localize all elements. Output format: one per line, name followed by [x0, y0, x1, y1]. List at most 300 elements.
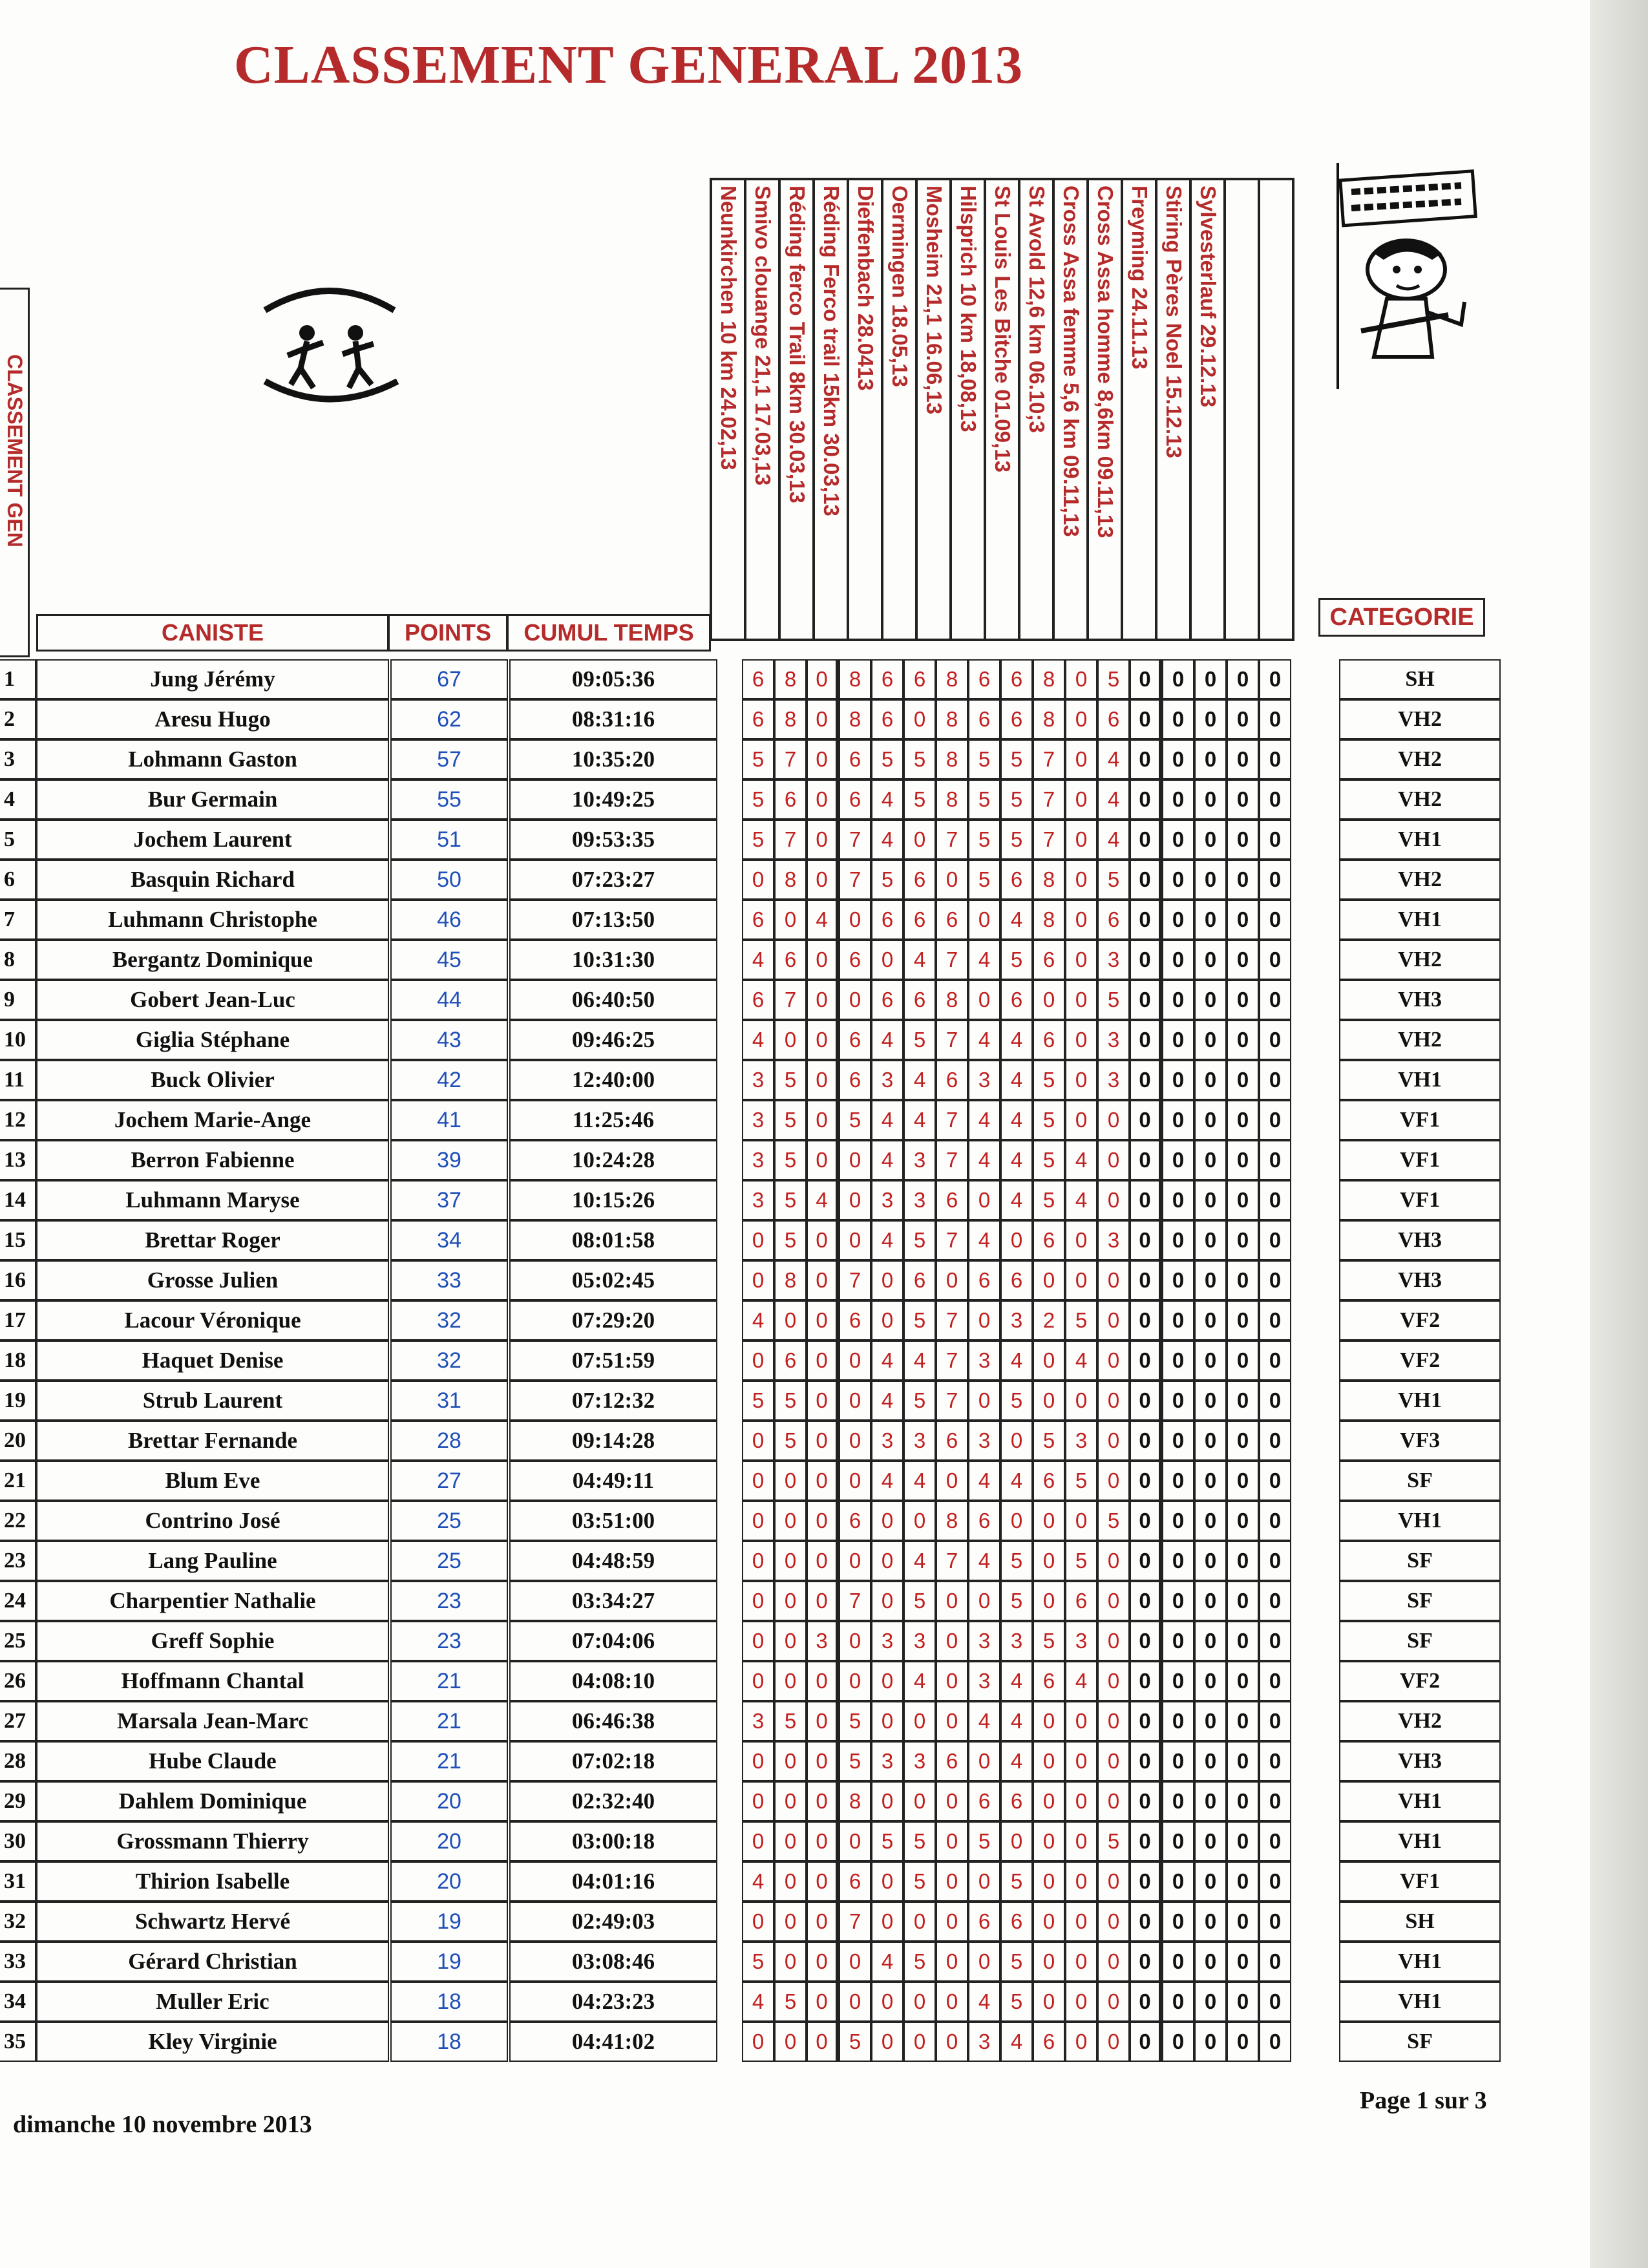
score-cell: 0 — [1065, 1861, 1097, 1902]
score-cell: 0 — [871, 1581, 903, 1621]
caniste-name-cell: Gérard Christian — [36, 1942, 389, 1982]
score-cell: 0 — [742, 1821, 774, 1861]
caniste-name-cell: Bergantz Dominique — [36, 940, 389, 980]
score-cell: 0 — [1097, 1180, 1130, 1220]
score-cell: 4 — [1000, 900, 1033, 940]
score-cell: 4 — [1000, 1020, 1033, 1060]
score-cell: 0 — [1227, 1781, 1259, 1821]
score-cell: 4 — [903, 1661, 936, 1701]
score-cell: 0 — [968, 1180, 1000, 1220]
score-cell: 0 — [1065, 900, 1097, 940]
score-cell: 0 — [807, 1260, 839, 1300]
score-cell: 7 — [839, 820, 871, 860]
score-cell: 0 — [1033, 1942, 1065, 1982]
score-cell: 5 — [903, 1220, 936, 1260]
score-cell: 0 — [1000, 1501, 1033, 1541]
score-cell: 0 — [1065, 1741, 1097, 1781]
categorie-cell: VH2 — [1339, 779, 1501, 820]
categorie-cell: VH2 — [1339, 739, 1501, 779]
score-cell: 7 — [936, 1020, 968, 1060]
score-cell: 3 — [968, 1421, 1000, 1461]
caniste-name-cell: Hoffmann Chantal — [36, 1661, 389, 1701]
score-cell: 0 — [742, 860, 774, 900]
score-cell: 0 — [1162, 2022, 1194, 2062]
rank-cell: 24 — [0, 1581, 36, 1621]
score-cell: 0 — [1194, 860, 1227, 900]
score-cell: 0 — [807, 1581, 839, 1621]
score-cell: 0 — [1259, 1661, 1291, 1701]
race-header-6 — [883, 180, 918, 639]
score-cell: 3 — [968, 2022, 1000, 2062]
caniste-name-cell: Buck Olivier — [36, 1060, 389, 1100]
score-cell: 0 — [968, 900, 1000, 940]
points-cell: 27 — [390, 1461, 508, 1501]
score-cell: 6 — [936, 1741, 968, 1781]
score-cell: 0 — [1194, 1821, 1227, 1861]
race-name: Smivo clouange 21,1 17.03,13 — [751, 185, 775, 486]
score-cell: 0 — [742, 1260, 774, 1300]
score-cell: 0 — [1194, 1100, 1227, 1140]
cumul-time-cell: 03:51:00 — [509, 1501, 717, 1541]
categorie-cell: VH1 — [1339, 1501, 1501, 1541]
score-cell: 0 — [871, 2022, 903, 2062]
score-cell: 4 — [742, 1982, 774, 2022]
score-cell: 5 — [903, 1861, 936, 1902]
caniste-name-cell: Muller Eric — [36, 1982, 389, 2022]
score-cell: 8 — [774, 1260, 807, 1300]
score-cell: 6 — [1000, 699, 1033, 739]
score-cell: 3 — [968, 1661, 1000, 1701]
cumul-time-cell: 05:02:45 — [509, 1260, 717, 1300]
score-cell: 0 — [1259, 1902, 1291, 1942]
score-cell: 0 — [1194, 820, 1227, 860]
score-cell: 5 — [774, 1421, 807, 1461]
score-cell: 0 — [774, 1661, 807, 1701]
points-cell: 62 — [390, 699, 508, 739]
score-cell: 0 — [1130, 1300, 1162, 1341]
race-name: Cross Assa femme 5,6 km 09.11,13 — [1059, 185, 1083, 537]
page-title: CLASSEMENT GENERAL 2013 — [234, 35, 1024, 95]
score-cell: 0 — [936, 1781, 968, 1821]
points-cell: 33 — [390, 1260, 508, 1300]
score-cell: 0 — [1033, 1701, 1065, 1741]
race-header-2 — [746, 180, 781, 639]
score-cell: 0 — [1227, 659, 1259, 699]
score-cell: 0 — [807, 1942, 839, 1982]
rank-cell: 5 — [0, 820, 36, 860]
score-cell: 0 — [1162, 1541, 1194, 1581]
score-cell: 4 — [968, 1100, 1000, 1140]
score-cell: 0 — [1227, 1220, 1259, 1260]
score-cell: 0 — [1259, 1180, 1291, 1220]
score-cell: 0 — [1194, 1300, 1227, 1341]
score-cell: 0 — [1130, 980, 1162, 1020]
score-cell: 4 — [1065, 1341, 1097, 1381]
score-cell: 0 — [807, 1821, 839, 1861]
score-cell: 0 — [839, 1661, 871, 1701]
score-cell: 0 — [871, 1541, 903, 1581]
rank-cell: 25 — [0, 1621, 36, 1661]
score-cell: 3 — [903, 1421, 936, 1461]
score-cell: 8 — [839, 659, 871, 699]
score-cell: 0 — [1097, 1381, 1130, 1421]
score-cell: 6 — [1000, 1260, 1033, 1300]
score-cell: 5 — [968, 820, 1000, 860]
score-cell: 0 — [1033, 1381, 1065, 1421]
points-cell: 25 — [390, 1541, 508, 1581]
score-cell: 0 — [839, 1220, 871, 1260]
score-cell: 0 — [1162, 1821, 1194, 1861]
score-cell: 0 — [1194, 1260, 1227, 1300]
score-cell: 0 — [1227, 1381, 1259, 1421]
score-cell: 3 — [871, 1421, 903, 1461]
score-cell: 4 — [1097, 820, 1130, 860]
score-cell: 4 — [742, 1020, 774, 1060]
score-cell: 5 — [774, 1140, 807, 1180]
score-cell: 4 — [871, 1381, 903, 1421]
race-name: St Avold 12,6 km 06.10;3 — [1025, 185, 1049, 433]
score-cell: 4 — [1097, 779, 1130, 820]
score-cell: 4 — [871, 1220, 903, 1260]
score-cell: 4 — [968, 1220, 1000, 1260]
score-cell: 0 — [1162, 1982, 1194, 2022]
score-cell: 5 — [742, 1942, 774, 1982]
score-cell: 4 — [903, 1100, 936, 1140]
score-cell: 0 — [1130, 1902, 1162, 1942]
score-cell: 0 — [936, 1661, 968, 1701]
score-cell: 0 — [807, 1701, 839, 1741]
score-cell: 5 — [871, 1821, 903, 1861]
score-cell: 0 — [1097, 1260, 1130, 1300]
race-header-15 — [1192, 180, 1226, 639]
score-cell: 0 — [1130, 739, 1162, 779]
race-header-11 — [1055, 180, 1089, 639]
cumul-time-cell: 10:15:26 — [509, 1180, 717, 1220]
score-cell: 6 — [742, 980, 774, 1020]
score-cell: 4 — [1065, 1140, 1097, 1180]
score-cell: 6 — [871, 659, 903, 699]
categorie-cell: VH3 — [1339, 1260, 1501, 1300]
score-cell: 0 — [1227, 1661, 1259, 1701]
score-cell: 0 — [1259, 1741, 1291, 1781]
points-cell: 42 — [390, 1060, 508, 1100]
score-cell: 0 — [839, 1421, 871, 1461]
mascot-logo-icon — [1335, 163, 1484, 389]
caniste-name-cell: Lohmann Gaston — [36, 739, 389, 779]
rank-cell: 27 — [0, 1701, 36, 1741]
score-cell: 0 — [1130, 1100, 1162, 1140]
score-cell: 0 — [1033, 1821, 1065, 1861]
score-cell: 5 — [742, 779, 774, 820]
score-cell: 8 — [936, 699, 968, 739]
score-cell: 5 — [1065, 1541, 1097, 1581]
categorie-cell: VF1 — [1339, 1861, 1501, 1902]
score-cell: 3 — [1000, 1300, 1033, 1341]
score-cell: 7 — [1033, 779, 1065, 820]
score-cell: 0 — [839, 1821, 871, 1861]
score-cell: 0 — [1259, 1781, 1291, 1821]
score-cell: 0 — [1194, 900, 1227, 940]
score-cell: 6 — [1000, 860, 1033, 900]
score-cell: 0 — [1227, 1300, 1259, 1341]
caniste-name-cell: Bur Germain — [36, 779, 389, 820]
categorie-cell: VF2 — [1339, 1341, 1501, 1381]
score-cell: 5 — [1000, 739, 1033, 779]
score-cell: 6 — [936, 1421, 968, 1461]
score-cell: 0 — [742, 1461, 774, 1501]
cumul-time-cell: 10:24:28 — [509, 1140, 717, 1180]
score-cell: 0 — [807, 1341, 839, 1381]
score-cell: 0 — [839, 1140, 871, 1180]
categorie-cell: VH3 — [1339, 1741, 1501, 1781]
score-cell: 0 — [774, 1621, 807, 1661]
categorie-cell: VF1 — [1339, 1140, 1501, 1180]
score-cell: 0 — [1033, 1541, 1065, 1581]
points-cell: 45 — [390, 940, 508, 980]
score-cell: 2 — [1033, 1300, 1065, 1341]
score-cell: 8 — [936, 779, 968, 820]
score-cell: 0 — [807, 940, 839, 980]
categorie-cell: SF — [1339, 1461, 1501, 1501]
score-cell: 0 — [1227, 2022, 1259, 2062]
score-cell: 0 — [1162, 1180, 1194, 1220]
score-cell: 0 — [1227, 1701, 1259, 1741]
caniste-name-cell: Brettar Roger — [36, 1220, 389, 1260]
score-cell: 3 — [742, 1100, 774, 1140]
score-cell: 0 — [1259, 1220, 1291, 1260]
rank-cell: 8 — [0, 940, 36, 980]
race-name: Dieffenbach 28.0413 — [854, 185, 878, 391]
score-cell: 5 — [903, 1381, 936, 1421]
score-cell: 0 — [1194, 1381, 1227, 1421]
score-cell: 5 — [903, 1821, 936, 1861]
score-cell: 0 — [1259, 980, 1291, 1020]
score-cell: 0 — [1097, 1982, 1130, 2022]
score-cell: 0 — [1130, 940, 1162, 980]
cumul-time-cell: 09:53:35 — [509, 820, 717, 860]
score-cell: 5 — [968, 1821, 1000, 1861]
score-cell: 0 — [903, 1982, 936, 2022]
score-cell: 0 — [871, 1260, 903, 1300]
categorie-cell: VH1 — [1339, 1821, 1501, 1861]
points-cell: 57 — [390, 739, 508, 779]
score-cell: 8 — [774, 659, 807, 699]
score-cell: 0 — [1194, 1501, 1227, 1541]
race-name: Hilsprich 10 km 18,08,13 — [956, 185, 980, 432]
race-header-7 — [918, 180, 952, 639]
score-cell: 7 — [936, 1300, 968, 1341]
race-header-17 — [1260, 180, 1294, 639]
score-cell: 6 — [1097, 699, 1130, 739]
categorie-cell: SF — [1339, 1621, 1501, 1661]
caniste-name-cell: Blum Eve — [36, 1461, 389, 1501]
score-cell: 0 — [807, 820, 839, 860]
score-cell: 0 — [1259, 1341, 1291, 1381]
score-cell: 0 — [1065, 1020, 1097, 1060]
score-cell: 0 — [1065, 1501, 1097, 1541]
score-cell: 0 — [1194, 1701, 1227, 1741]
rank-cell: 10 — [0, 1020, 36, 1060]
score-cell: 0 — [1130, 1861, 1162, 1902]
cumul-time-cell: 04:01:16 — [509, 1861, 717, 1902]
score-cell: 0 — [1194, 739, 1227, 779]
score-cell: 4 — [1065, 1661, 1097, 1701]
score-cell: 5 — [1000, 1541, 1033, 1581]
score-cell: 5 — [968, 739, 1000, 779]
score-cell: 4 — [1065, 1180, 1097, 1220]
score-cell: 0 — [871, 1300, 903, 1341]
rank-cell: 14 — [0, 1180, 36, 1220]
score-cell: 6 — [936, 900, 968, 940]
score-cell: 0 — [1162, 659, 1194, 699]
score-cell: 4 — [968, 1140, 1000, 1180]
score-cell: 0 — [1194, 1541, 1227, 1581]
score-cell: 0 — [807, 1100, 839, 1140]
categorie-cell: SF — [1339, 2022, 1501, 2062]
score-cell: 6 — [839, 1861, 871, 1902]
score-cell: 0 — [936, 1581, 968, 1621]
score-cell: 4 — [807, 1180, 839, 1220]
score-cell: 0 — [968, 980, 1000, 1020]
score-cell: 0 — [1033, 1260, 1065, 1300]
score-cell: 4 — [742, 1300, 774, 1341]
cumul-time-cell: 07:23:27 — [509, 860, 717, 900]
cumul-time-cell: 07:29:20 — [509, 1300, 717, 1341]
score-cell: 4 — [1000, 1060, 1033, 1100]
score-cell: 0 — [1162, 1902, 1194, 1942]
categorie-cell: VF1 — [1339, 1180, 1501, 1220]
score-cell: 4 — [1000, 1741, 1033, 1781]
score-cell: 5 — [1097, 1821, 1130, 1861]
score-cell: 0 — [871, 1701, 903, 1741]
race-header-8 — [952, 180, 986, 639]
score-cell: 4 — [1000, 1140, 1033, 1180]
score-cell: 3 — [1065, 1621, 1097, 1661]
rank-cell: 21 — [0, 1461, 36, 1501]
score-cell: 0 — [1227, 1341, 1259, 1381]
cumul-time-cell: 09:14:28 — [509, 1421, 717, 1461]
rank-cell: 12 — [0, 1100, 36, 1140]
caniste-name-cell: Lacour Véronique — [36, 1300, 389, 1341]
score-cell: 5 — [742, 820, 774, 860]
score-cell: 8 — [1033, 900, 1065, 940]
score-cell: 5 — [871, 739, 903, 779]
score-cell: 3 — [1097, 940, 1130, 980]
score-cell: 6 — [742, 659, 774, 699]
side-label: CLASSEMENT GEN — [3, 354, 26, 547]
race-name: Réding ferco Trail 8km 30.03,13 — [785, 185, 809, 503]
race-header-9 — [986, 180, 1020, 639]
caniste-name-cell: Greff Sophie — [36, 1621, 389, 1661]
score-cell: 0 — [1130, 1260, 1162, 1300]
score-cell: 6 — [1033, 1661, 1065, 1701]
rank-cell: 34 — [0, 1982, 36, 2022]
score-cell: 0 — [807, 1300, 839, 1341]
score-cell: 0 — [774, 1942, 807, 1982]
score-cell: 4 — [968, 1982, 1000, 2022]
cumul-time-cell: 04:08:10 — [509, 1661, 717, 1701]
score-cell: 0 — [1162, 1661, 1194, 1701]
score-cell: 5 — [1097, 1501, 1130, 1541]
score-cell: 0 — [871, 1902, 903, 1942]
score-cell: 6 — [839, 940, 871, 980]
score-cell: 5 — [903, 1300, 936, 1341]
score-cell: 6 — [968, 699, 1000, 739]
score-cell: 0 — [742, 1902, 774, 1942]
categorie-cell: VH1 — [1339, 820, 1501, 860]
score-cell: 0 — [839, 1461, 871, 1501]
points-cell: 19 — [390, 1902, 508, 1942]
score-cell: 6 — [774, 779, 807, 820]
score-cell: 0 — [1259, 1421, 1291, 1461]
score-cell: 0 — [936, 1861, 968, 1902]
score-cell: 8 — [936, 980, 968, 1020]
score-cell: 0 — [1259, 1020, 1291, 1060]
categorie-cell: VF1 — [1339, 1100, 1501, 1140]
points-cell: 31 — [390, 1381, 508, 1421]
score-cell: 0 — [1162, 1300, 1194, 1341]
score-cell: 5 — [1033, 1060, 1065, 1100]
points-cell: 21 — [390, 1661, 508, 1701]
score-cell: 0 — [1130, 1781, 1162, 1821]
score-cell: 0 — [742, 1661, 774, 1701]
race-name: St Louis Les Bitche 01.09,13 — [991, 185, 1015, 472]
rank-cell: 2 — [0, 699, 36, 739]
score-cell: 0 — [1194, 1220, 1227, 1260]
race-header-16 — [1226, 180, 1260, 639]
cumul-time-cell: 02:32:40 — [509, 1781, 717, 1821]
race-name: Neunkirchen 10 km 24.02,13 — [717, 185, 741, 471]
score-cell: 5 — [742, 1381, 774, 1421]
rank-cell: 35 — [0, 2022, 36, 2062]
score-cell: 0 — [1162, 1741, 1194, 1781]
score-cell: 0 — [1130, 820, 1162, 860]
categorie-cell: VH2 — [1339, 1701, 1501, 1741]
score-cell: 0 — [1162, 900, 1194, 940]
score-cell: 7 — [1033, 820, 1065, 860]
score-cell: 0 — [1130, 1501, 1162, 1541]
score-cell: 6 — [968, 1501, 1000, 1541]
score-cell: 6 — [903, 900, 936, 940]
score-cell: 0 — [774, 1781, 807, 1821]
score-cell: 0 — [1130, 1621, 1162, 1661]
score-cell: 0 — [839, 1942, 871, 1982]
cumul-time-cell: 11:25:46 — [509, 1100, 717, 1140]
score-cell: 0 — [807, 1661, 839, 1701]
score-cell: 0 — [1259, 1621, 1291, 1661]
rank-cell: 32 — [0, 1902, 36, 1942]
score-cell: 0 — [807, 860, 839, 900]
score-cell: 0 — [1259, 940, 1291, 980]
score-cell: 0 — [1227, 1501, 1259, 1541]
score-cell: 0 — [774, 900, 807, 940]
score-cell: 0 — [936, 1982, 968, 2022]
rank-cell: 26 — [0, 1661, 36, 1701]
score-cell: 0 — [1227, 1140, 1259, 1180]
score-cell: 5 — [1000, 1381, 1033, 1421]
score-cell: 3 — [903, 1180, 936, 1220]
score-cell: 7 — [936, 1541, 968, 1581]
score-cell: 0 — [807, 1140, 839, 1180]
score-cell: 0 — [1259, 1100, 1291, 1140]
caniste-name-cell: Berron Fabienne — [36, 1140, 389, 1180]
score-cell: 5 — [903, 1942, 936, 1982]
score-cell: 5 — [1000, 820, 1033, 860]
score-cell: 5 — [1000, 1942, 1033, 1982]
cumul-time-cell: 04:23:23 — [509, 1982, 717, 2022]
caniste-name-cell: Thirion Isabelle — [36, 1861, 389, 1902]
rank-cell: 28 — [0, 1741, 36, 1781]
